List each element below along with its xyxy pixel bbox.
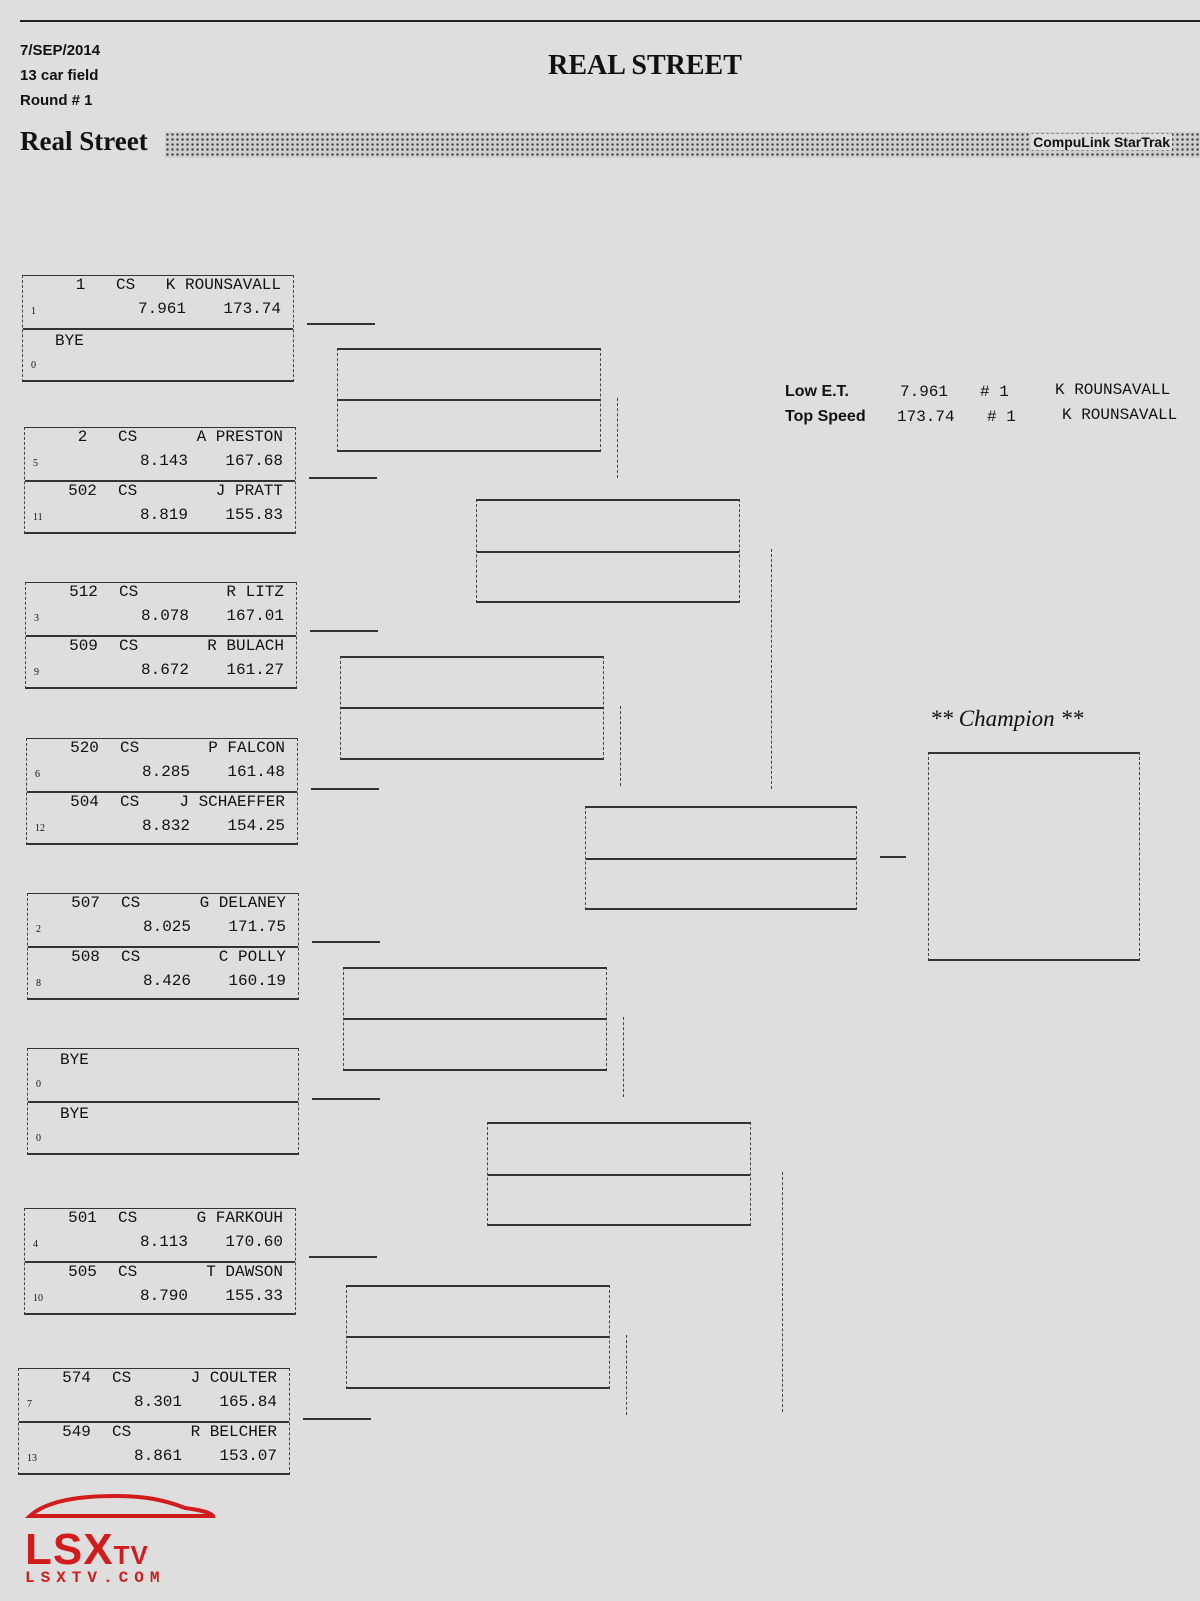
low-et-value: 7.961: [900, 383, 949, 401]
seed-number: 0: [36, 1133, 41, 1144]
round2-box: [340, 656, 604, 760]
connector-line: [309, 477, 377, 479]
racer-slot: [26, 583, 296, 635]
trap-speed: 155.83: [225, 506, 283, 524]
low-et-label: Low E.T.: [785, 383, 849, 400]
matchup-box: [26, 738, 298, 845]
trap-speed: 167.01: [226, 607, 284, 625]
elapsed-time: 8.819: [140, 506, 189, 524]
top-speed-name: K ROUNSAVALL: [1062, 406, 1178, 424]
elapsed-time: 8.790: [140, 1287, 189, 1305]
connector-dash: [626, 1335, 627, 1415]
car-number: 502: [68, 482, 97, 500]
racer-slot: [27, 791, 297, 845]
connector-line: [307, 323, 375, 325]
round3-box: [487, 1122, 751, 1226]
category-title: Real Street: [20, 126, 148, 156]
round2-divider: [344, 1018, 606, 1020]
elapsed-time: 8.861: [134, 1447, 183, 1465]
class-label: CS: [118, 1209, 138, 1227]
racer-slot: [25, 480, 295, 534]
racer-slot: [28, 1101, 298, 1155]
seed-number: 5: [33, 458, 38, 469]
top-speed-label: Top Speed: [785, 408, 866, 425]
round-number: Round # 1: [20, 92, 93, 109]
bye-label: BYE: [60, 1051, 89, 1069]
car-number: 574: [62, 1369, 91, 1387]
matchup-box: [22, 275, 294, 382]
racer-name: K ROUNSAVALL: [165, 276, 281, 294]
seed-number: 10: [33, 1293, 43, 1304]
seed-number: 8: [36, 978, 41, 989]
elapsed-time: 8.078: [141, 607, 190, 625]
seed-number: 13: [27, 1453, 37, 1464]
racer-slot: [19, 1369, 289, 1421]
class-label: CS: [119, 583, 139, 601]
seed-number: 0: [36, 1079, 41, 1090]
connector-line: [312, 1098, 380, 1100]
class-label: CS: [121, 894, 141, 912]
elapsed-time: 8.025: [143, 918, 192, 936]
trap-speed: 170.60: [225, 1233, 283, 1251]
trap-speed: 154.25: [227, 817, 285, 835]
seed-number: 3: [34, 613, 39, 624]
round2-box: [343, 967, 607, 1071]
field-size: 13 car field: [20, 67, 99, 84]
matchup-box: [27, 1048, 299, 1155]
racer-name: R BULACH: [207, 637, 284, 655]
page-title: REAL STREET: [548, 50, 742, 81]
car-number: 512: [69, 583, 98, 601]
final-box: [585, 806, 857, 910]
seed-number: 4: [33, 1239, 38, 1250]
connector-line: [303, 1418, 371, 1420]
elapsed-time: 7.961: [138, 300, 187, 318]
elapsed-time: 8.832: [142, 817, 191, 835]
class-label: CS: [112, 1369, 132, 1387]
trap-speed: 171.75: [228, 918, 286, 936]
bye-label: BYE: [55, 332, 84, 350]
trap-speed: 153.07: [219, 1447, 277, 1465]
connector-line: [309, 1256, 377, 1258]
lsxtv-logo: [25, 1490, 215, 1587]
trap-speed: 161.27: [226, 661, 284, 679]
racer-slot: [25, 428, 295, 480]
car-number: 509: [69, 637, 98, 655]
round2-divider: [347, 1336, 609, 1338]
logo-tv: TV: [113, 1540, 149, 1570]
trap-speed: 173.74: [223, 300, 281, 318]
logo-lsx: LSX: [25, 1525, 114, 1574]
racer-name: G FARKOUH: [196, 1209, 283, 1227]
car-number: 549: [62, 1423, 91, 1441]
seed-number: 12: [35, 823, 45, 834]
trap-speed: 160.19: [228, 972, 286, 990]
car-number: 501: [68, 1209, 97, 1227]
racer-slot: [28, 946, 298, 1000]
top-speed-value: 173.74: [897, 408, 955, 426]
racer-slot: [27, 739, 297, 791]
round2-divider: [341, 707, 603, 709]
brand-label: CompuLink StarTrak: [1033, 134, 1170, 150]
seed-number: 11: [33, 512, 43, 523]
racer-name: C POLLY: [218, 948, 286, 966]
racer-name: P FALCON: [208, 739, 285, 757]
champion-box: [928, 752, 1140, 961]
racer-slot: [23, 276, 293, 328]
low-et-num: # 1: [980, 383, 1009, 401]
racer-slot: [25, 1209, 295, 1261]
car-number: 2: [77, 428, 88, 446]
matchup-box: [27, 893, 299, 1000]
class-label: CS: [112, 1423, 132, 1441]
connector-line: [311, 788, 379, 790]
top-rule: [20, 20, 1200, 22]
racer-name: G DELANEY: [199, 894, 286, 912]
seed-number: 7: [27, 1399, 32, 1410]
class-label: CS: [120, 793, 140, 811]
elapsed-time: 8.285: [142, 763, 191, 781]
elapsed-time: 8.143: [140, 452, 189, 470]
round2-box: [337, 348, 601, 452]
logo-url: LSXTV.COM: [25, 1569, 166, 1587]
racer-slot: [19, 1421, 289, 1475]
low-et-name: K ROUNSAVALL: [1055, 381, 1171, 399]
trap-speed: 155.33: [225, 1287, 283, 1305]
racer-slot: [28, 894, 298, 946]
connector-line: [312, 941, 380, 943]
connector-line: [310, 630, 378, 632]
round2-box: [346, 1285, 610, 1389]
trap-speed: 165.84: [219, 1393, 277, 1411]
car-number: 505: [68, 1263, 97, 1281]
racer-slot: [26, 635, 296, 689]
car-number: 520: [70, 739, 99, 757]
connector-dash: [623, 1017, 624, 1097]
racer-slot: [23, 328, 293, 382]
car-number: 504: [70, 793, 99, 811]
racer-name: A PRESTON: [196, 428, 283, 446]
round3-divider: [488, 1174, 750, 1176]
matchup-box: [24, 1208, 296, 1315]
connector-dash: [617, 398, 618, 478]
class-label: CS: [121, 948, 141, 966]
racer-name: J PRATT: [215, 482, 283, 500]
matchup-box: [24, 427, 296, 534]
racer-name: J SCHAEFFER: [179, 793, 285, 811]
round3-divider: [477, 551, 739, 553]
seed-number: 1: [31, 306, 36, 317]
racer-name: T DAWSON: [206, 1263, 283, 1281]
champion-label: ** Champion **: [930, 706, 1084, 731]
connector-dash: [782, 1172, 783, 1412]
racer-name: R LITZ: [226, 583, 284, 601]
car-number: 507: [71, 894, 100, 912]
racer-slot: [28, 1049, 298, 1101]
trap-speed: 167.68: [225, 452, 283, 470]
elapsed-time: 8.426: [143, 972, 192, 990]
car-silhouette-icon: [25, 1490, 215, 1520]
round2-divider: [338, 399, 600, 401]
car-number: 1: [75, 276, 86, 294]
racer-name: J COULTER: [190, 1369, 277, 1387]
elapsed-time: 8.113: [140, 1233, 189, 1251]
class-label: CS: [119, 637, 139, 655]
top-speed-num: # 1: [987, 408, 1016, 426]
matchup-box: [18, 1368, 290, 1475]
elapsed-time: 8.301: [134, 1393, 183, 1411]
seed-number: 9: [34, 667, 39, 678]
event-date: 7/SEP/2014: [20, 42, 101, 59]
racer-name: R BELCHER: [190, 1423, 277, 1441]
class-label: CS: [118, 1263, 138, 1281]
seed-number: 6: [35, 769, 40, 780]
final-connector: [880, 856, 906, 858]
elapsed-time: 8.672: [141, 661, 190, 679]
seed-number: 2: [36, 924, 41, 935]
matchup-box: [25, 582, 297, 689]
round3-box: [476, 499, 740, 603]
connector-dash: [620, 706, 621, 786]
final-divider: [586, 858, 856, 860]
trap-speed: 161.48: [227, 763, 285, 781]
seed-number: 0: [31, 360, 36, 371]
bye-label: BYE: [60, 1105, 89, 1123]
class-label: CS: [116, 276, 136, 294]
car-number: 508: [71, 948, 100, 966]
connector-dash: [771, 549, 772, 789]
class-label: CS: [120, 739, 140, 757]
class-label: CS: [118, 428, 138, 446]
class-label: CS: [118, 482, 138, 500]
racer-slot: [25, 1261, 295, 1315]
